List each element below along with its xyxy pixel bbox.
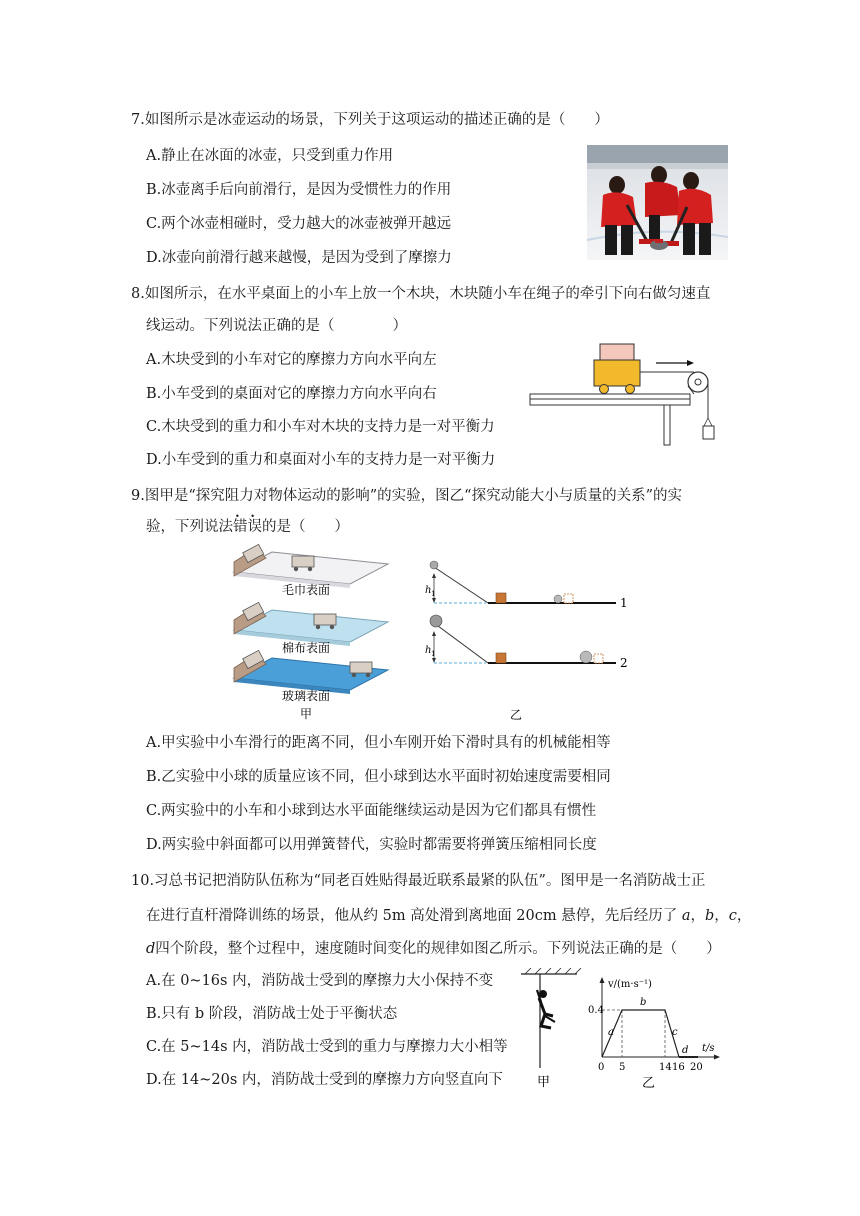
q10-sep-3: ，: [736, 908, 752, 924]
q10-option-d: D.在 14~20s 内，消防战士受到的摩擦力方向竖直向下: [146, 1072, 503, 1088]
q10-sep-2: ，: [714, 908, 729, 924]
xtick-5: 5: [619, 1062, 626, 1073]
q10-stage-a: a: [681, 908, 691, 924]
figure-jia-surfaces: [232, 542, 392, 722]
label-cotton: 棉布表面: [282, 641, 331, 655]
curling-photo: [587, 145, 728, 260]
q7-option-a: A.静止在冰面的冰壶，只受到重力作用: [146, 148, 394, 164]
label-glass: 玻璃表面: [282, 689, 331, 703]
velocity-time-graph: [588, 975, 728, 1090]
q9-stem-post: 的是（ ）: [262, 519, 349, 535]
q10-option-b: B.只有 b 阶段，消防战士处于平衡状态: [146, 1006, 398, 1022]
track-2-label: 2: [620, 656, 628, 670]
q9-stem-line2: [146, 517, 349, 537]
q10-stem-line1: 10.习总书记把消防队伍称为“同老百姓贴得最近联系最紧的队伍”。图甲是一名消防战士正: [131, 873, 706, 889]
graph-ytick: 0.4: [588, 1005, 604, 1016]
q9-option-b: B.乙实验中小球的质量应该不同，但小球到达水平面时初始速度需要相同: [146, 769, 611, 785]
label-jia: 甲: [300, 707, 313, 721]
q9-stem-emphasis: • • 错误: [233, 519, 262, 535]
graph-ylabel: v/(m·s⁻¹): [608, 979, 652, 990]
graph-xlabel: t/s: [702, 1043, 715, 1054]
segment-a: a: [608, 1027, 614, 1038]
graph-label-yi: 乙: [642, 1076, 656, 1090]
segment-b: b: [640, 997, 647, 1008]
xtick-0: 0: [598, 1062, 605, 1073]
q9-option-c: C.两实验中的小车和小球到达水平面能继续运动是因为它们都具有惯性: [146, 803, 597, 819]
q7-stem: 7.如图所示是冰壶运动的场景，下列关于这项运动的描述正确的是（ ）: [131, 112, 609, 128]
q8-option-a: A.木块受到的小车对它的摩擦力方向水平向左: [146, 352, 437, 368]
xtick-14: 14: [659, 1062, 672, 1073]
q10-option-c: C.在 5~14s 内，消防战士受到的重力与摩擦力大小相等: [146, 1039, 508, 1055]
label-towel: 毛巾表面: [282, 583, 331, 597]
q10-stem-line2: [146, 906, 751, 926]
q10-option-a: A.在 0~16s 内，消防战士受到的摩擦力大小保持不变: [146, 973, 494, 989]
h1-label-2: h: [425, 645, 432, 656]
q10-stage-c: c: [728, 908, 737, 924]
q9-stem-line1: 9.图甲是“探究阻力对物体运动的影响”的实验，图乙“探究动能大小与质量的关系”的实: [131, 488, 682, 504]
q10-stage-d: d: [146, 941, 156, 957]
figure-yi-ramps: [420, 555, 635, 725]
q7-option-b: B.冰壶离手后向前滑行，是因为受惯性力的作用: [146, 182, 452, 198]
q7-option-c: C.两个冰壶相碰时，受力越大的冰壶被弹开越远: [146, 216, 452, 232]
q10-stem2-text: 在进行直杆滑降训练的场景，他从约 5m 高处滑到离地面 20cm 悬停，先后经历了: [146, 908, 678, 924]
segment-d: d: [682, 1045, 689, 1056]
q8-option-c: C.木块受到的重力和小车对木块的支持力是一对平衡力: [146, 419, 495, 435]
q7-option-d: D.冰壶向前滑行越来越慢，是因为受到了摩擦力: [146, 250, 452, 266]
h1-sub-1: 1: [431, 590, 436, 598]
q9-stem-pre: 验，下列说法: [146, 519, 233, 535]
track-1-label: 1: [620, 596, 628, 610]
q8-option-b: B.小车受到的桌面对它的摩擦力方向水平向右: [146, 386, 437, 402]
h1-sub-2: 1: [431, 650, 436, 658]
q8-option-d: D.小车受到的重力和桌面对小车的支持力是一对平衡力: [146, 452, 496, 468]
cart-table-diagram: [528, 340, 718, 446]
q10-stem-line3: [146, 939, 721, 959]
q10-stem3-post: 四个阶段，整个过程中，速度随时间变化的规律如图乙所示。下列说法正确的是（ ）: [155, 941, 721, 957]
segment-c: c: [672, 1027, 678, 1038]
label-yi: 乙: [510, 708, 523, 722]
q8-stem-line2: 线运动。下列说法正确的是（ ）: [146, 318, 407, 334]
xtick-16: 16: [672, 1062, 685, 1073]
q9-option-d: D.两实验中斜面都可以用弹簧替代，实验时都需要将弹簧压缩相同长度: [146, 837, 597, 853]
q9-option-a: A.甲实验中小车滑行的距离不同，但小车刚开始下滑时具有的机械能相等: [146, 735, 611, 751]
xtick-20: 20: [690, 1062, 703, 1073]
q10-stage-b: b: [705, 908, 715, 924]
q10-sep-1: ，: [690, 908, 705, 924]
h1-label-1: h: [425, 585, 432, 596]
firefighter-figure: [515, 968, 585, 1090]
firefighter-label-jia: 甲: [537, 1075, 551, 1090]
q8-stem-line1: 8.如图所示，在水平桌面上的小车上放一个木块，木块随小车在绳子的牵引下向右做匀速直: [131, 286, 711, 302]
